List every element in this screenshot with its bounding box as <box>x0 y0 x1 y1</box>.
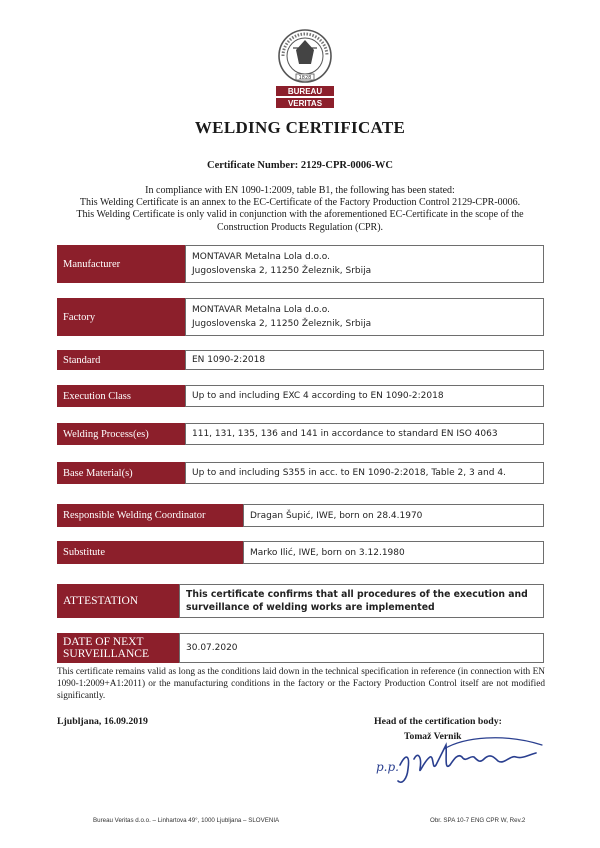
coordinator-value: Dragan Šupić, IWE, born on 28.4.1970 <box>243 504 544 527</box>
welding-processes-row <box>57 423 544 445</box>
certificate-number: Certificate Number: 2129-CPR-0006-WC <box>206 160 394 171</box>
factory-address: Jugoslovenska 2, 11250 Železnik, Srbija <box>192 319 372 329</box>
next-surveillance-label <box>57 633 179 663</box>
substitute-value: Marko Ilić, IWE, born on 3.12.1980 <box>243 541 544 564</box>
document-title: WELDING CERTIFICATE <box>194 118 406 137</box>
welding-processes-label: Welding Process(es) <box>57 423 185 445</box>
coordinator-label: Responsible Welding Coordinator <box>57 504 243 527</box>
manufacturer-label: Manufacturer <box>57 245 185 283</box>
attestation-value <box>179 584 544 618</box>
factory-row <box>57 298 544 336</box>
attestation-label: ATTESTATION <box>57 584 179 618</box>
signature <box>374 735 554 787</box>
intro-line: In compliance with EN 1090-1:2009, table B1, the following has been stated: <box>145 185 455 196</box>
manufacturer-address: Jugoslovenska 2, 11250 Železnik, Srbija <box>192 266 372 276</box>
factory-value <box>185 298 544 336</box>
execution-class-label: Execution Class <box>57 385 185 407</box>
manufacturer-row <box>57 245 544 283</box>
footer-address: Bureau Veritas d.o.o. – Linhartova 49°, 1000 Ljubljana – SLOVENIA <box>93 817 280 824</box>
signature-prefix: p.p. <box>376 760 399 774</box>
standard-row <box>57 350 544 370</box>
base-materials-label: Base Material(s) <box>57 462 185 484</box>
execution-class-value: Up to and including EXC 4 according to EN 1090-2:2018 <box>185 385 544 407</box>
coordinator-row <box>57 504 544 527</box>
base-materials-row <box>57 462 544 484</box>
head-title: Head of the certification body: <box>374 716 502 727</box>
factory-label: Factory <box>57 298 185 336</box>
next-surveillance-label-line: SURVEILLANCE <box>63 648 149 660</box>
standard-value: EN 1090-2:2018 <box>185 350 544 370</box>
substitute-label: Substitute <box>57 541 243 564</box>
svg-text:1828: 1828 <box>298 75 312 81</box>
footer-form-code: Obr. SPA 10-7 ENG CPR W, Rev.2 <box>430 817 526 824</box>
welding-processes-value: 111, 131, 135, 136 and 141 in accordance to standard EN ISO 4063 <box>185 423 544 445</box>
intro-text <box>40 185 560 234</box>
bureau-veritas-logo <box>274 28 336 110</box>
attestation-row <box>57 584 544 618</box>
place-and-date: Ljubljana, 16.09.2019 <box>57 716 148 727</box>
svg-text:BUREAU: BUREAU <box>287 87 323 96</box>
substitute-row <box>57 541 544 564</box>
manufacturer-name: MONTAVAR Metalna Lola d.o.o. <box>192 252 330 262</box>
next-surveillance-value: 30.07.2020 <box>179 633 544 663</box>
head-name: Tomaž Vernik <box>404 731 462 742</box>
next-surveillance-label-line: DATE OF NEXT <box>63 636 144 648</box>
validity-note: This certificate remains valid as long as the conditions laid down in the technical specification in reference (in connection with EN 1090-1:2009+A1:2011) or the manufacturing conditions in the factory or the Factory Production Control itself are not modified significantly. <box>57 667 545 701</box>
intro-line: This Welding Certificate is only valid in conjunction with the aforementioned EC-Certificate in the scope of the <box>76 209 524 221</box>
standard-label: Standard <box>57 350 185 370</box>
factory-name: MONTAVAR Metalna Lola d.o.o. <box>192 305 330 315</box>
svg-text:VERITAS: VERITAS <box>287 99 323 108</box>
execution-class-row <box>57 385 544 407</box>
next-surveillance-row <box>57 633 544 663</box>
attestation-line: surveillance of welding works are implemented <box>186 602 435 613</box>
base-materials-value: Up to and including S355 in acc. to EN 1090-2:2018, Table 2, 3 and 4. <box>185 462 544 484</box>
attestation-line: This certificate confirms that all procedures of the execution and <box>186 589 528 600</box>
intro-line: Construction Products Regulation (CPR). <box>216 221 384 233</box>
manufacturer-value <box>185 245 544 283</box>
intro-line: This Welding Certificate is an annex to the EC-Certificate of the Factory Production Control 2129-CPR-0006. <box>79 197 521 209</box>
